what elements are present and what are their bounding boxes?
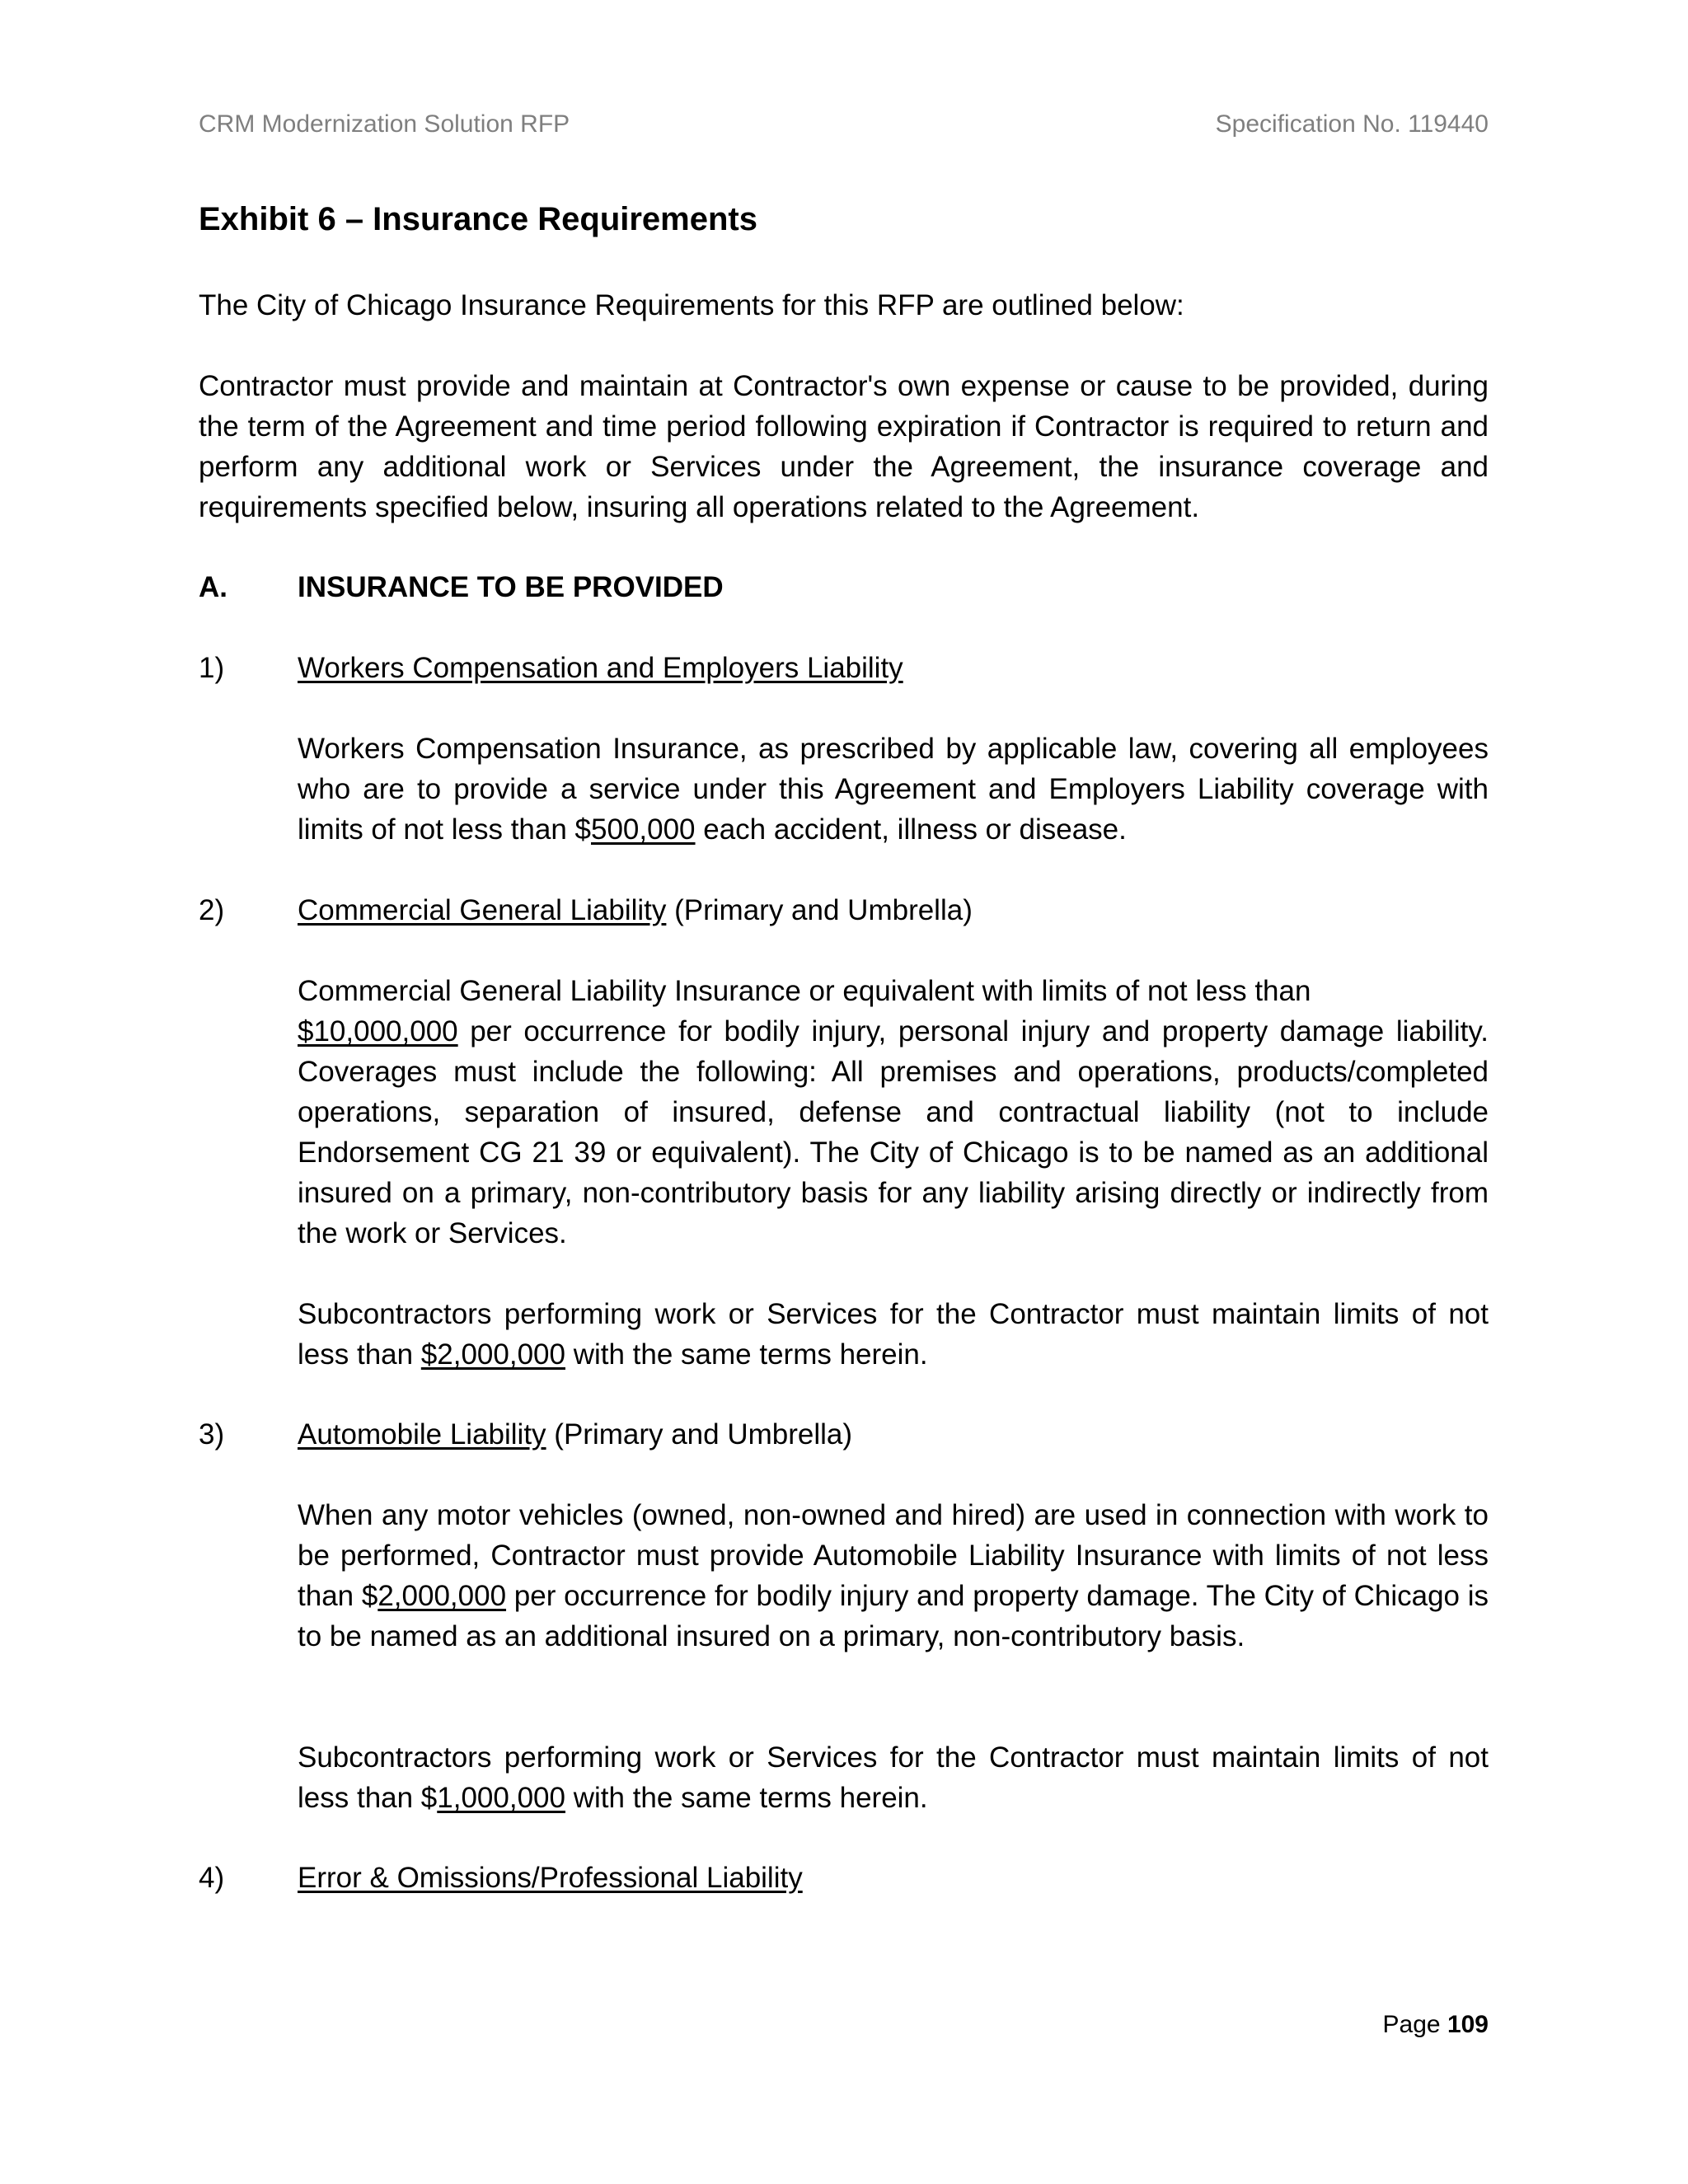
item-3-heading <box>298 1414 852 1455</box>
page-footer <box>1383 2011 1489 2039</box>
item-3-limit-amount: 2,000,000 <box>377 1580 507 1612</box>
item-2-subcontractor-text: Subcontractors performing work or Services for the Contractor must maintain limits of not less than <box>298 1298 1489 1371</box>
page-label: Page <box>1382 2011 1447 2038</box>
item-3-heading-text: Automobile Liability <box>298 1418 546 1451</box>
item-2-subcontractor-paragraph <box>298 1294 1489 1375</box>
item-1-paragraph-text: Workers Compensation Insurance, as prescribed by applicable law, covering all employees who are to provide a service under this Agreement and Employers Liability coverage with limits of not less than $ <box>298 733 1489 846</box>
item-4-heading-text: Error & Omissions/Professional Liability <box>298 1862 803 1894</box>
item-1-heading <box>298 648 903 688</box>
item-2-subcontractor-tail: with the same terms herein. <box>565 1338 928 1371</box>
item-3-heading-suffix: (Primary and Umbrella) <box>546 1418 853 1451</box>
item-1-paragraph <box>298 729 1489 850</box>
item-2-limit-amount: $10,000,000 <box>298 1015 458 1047</box>
item-4-number: 4) <box>199 1862 225 1894</box>
page-header <box>199 110 1489 143</box>
item-3-number: 3) <box>199 1418 225 1451</box>
item-2-heading-suffix: (Primary and Umbrella) <box>666 894 973 926</box>
item-3-subcontractor-tail: with the same terms herein. <box>565 1782 928 1814</box>
requirements-paragraph: Contractor must provide and maintain at Contractor's own expense or cause to be provided, during the term of the Agreement and time period following expiration if Contractor is required to return and perform any additional work or Services under the Agreement, the insurance coverage and requirements specified below, insuring all operations related to the Agreement. <box>199 370 1489 523</box>
item-1-paragraph-tail: each accident, illness or disease. <box>695 813 1127 846</box>
item-2-paragraph-text: per occurrence for bodily injury, personal injury and property damage liability. Coverages must include the following: All premises and operations, products/completed operations, separation of insured, defense and contractual liability (not to include Endorsement CG 21 39 or equivalent). The City of Chicago is to be named as an additional insured on a primary, non-contributory basis for any liability arising directly or indirectly from the work or Services. <box>298 1015 1489 1249</box>
item-2-heading <box>298 890 973 930</box>
item-3-subcontractor-amount: 1,000,000 <box>437 1782 565 1814</box>
intro-paragraph: The City of Chicago Insurance Requirements for this RFP are outlined below: <box>199 289 1184 321</box>
item-2-paragraph-first-line: Commercial General Liability Insurance or equivalent with limits of not less than <box>298 975 1311 1007</box>
item-1-limit-amount: 500,000 <box>591 813 696 846</box>
exhibit-title: Exhibit 6 – Insurance Requirements <box>199 201 757 237</box>
item-2-subcontractor-amount: $2,000,000 <box>420 1338 565 1371</box>
page-number: 109 <box>1447 2011 1489 2038</box>
item-3-paragraph-tail: per occurrence for bodily injury and property damage. The City of Chicago is to be named as an additional insured on a primary, non-contributory basis. <box>298 1580 1489 1652</box>
item-4-heading <box>298 1858 803 1898</box>
item-1-number: 1) <box>199 652 225 684</box>
item-2-paragraph <box>298 1011 1489 1254</box>
header-document-title: CRM Modernization Solution RFP <box>199 110 570 138</box>
item-2-heading-text: Commercial General Liability <box>298 894 667 926</box>
item-3-paragraph <box>298 1495 1489 1657</box>
item-3-subcontractor-text: Subcontractors performing work or Services for the Contractor must maintain limits of not less than $ <box>298 1741 1489 1814</box>
section-label: A. <box>199 571 227 603</box>
header-specification-number: Specification No. 119440 <box>1215 110 1489 138</box>
item-3-subcontractor-paragraph <box>298 1737 1489 1818</box>
item-2-number: 2) <box>199 894 225 926</box>
item-3-paragraph-text: When any motor vehicles (owned, non-owned and hired) are used in connection with work to be performed, Contractor must provide Automobile Liability Insurance with limits of not less than $ <box>298 1499 1489 1612</box>
item-1-heading-text: Workers Compensation and Employers Liability <box>298 652 903 684</box>
section-title: INSURANCE TO BE PROVIDED <box>298 571 724 603</box>
